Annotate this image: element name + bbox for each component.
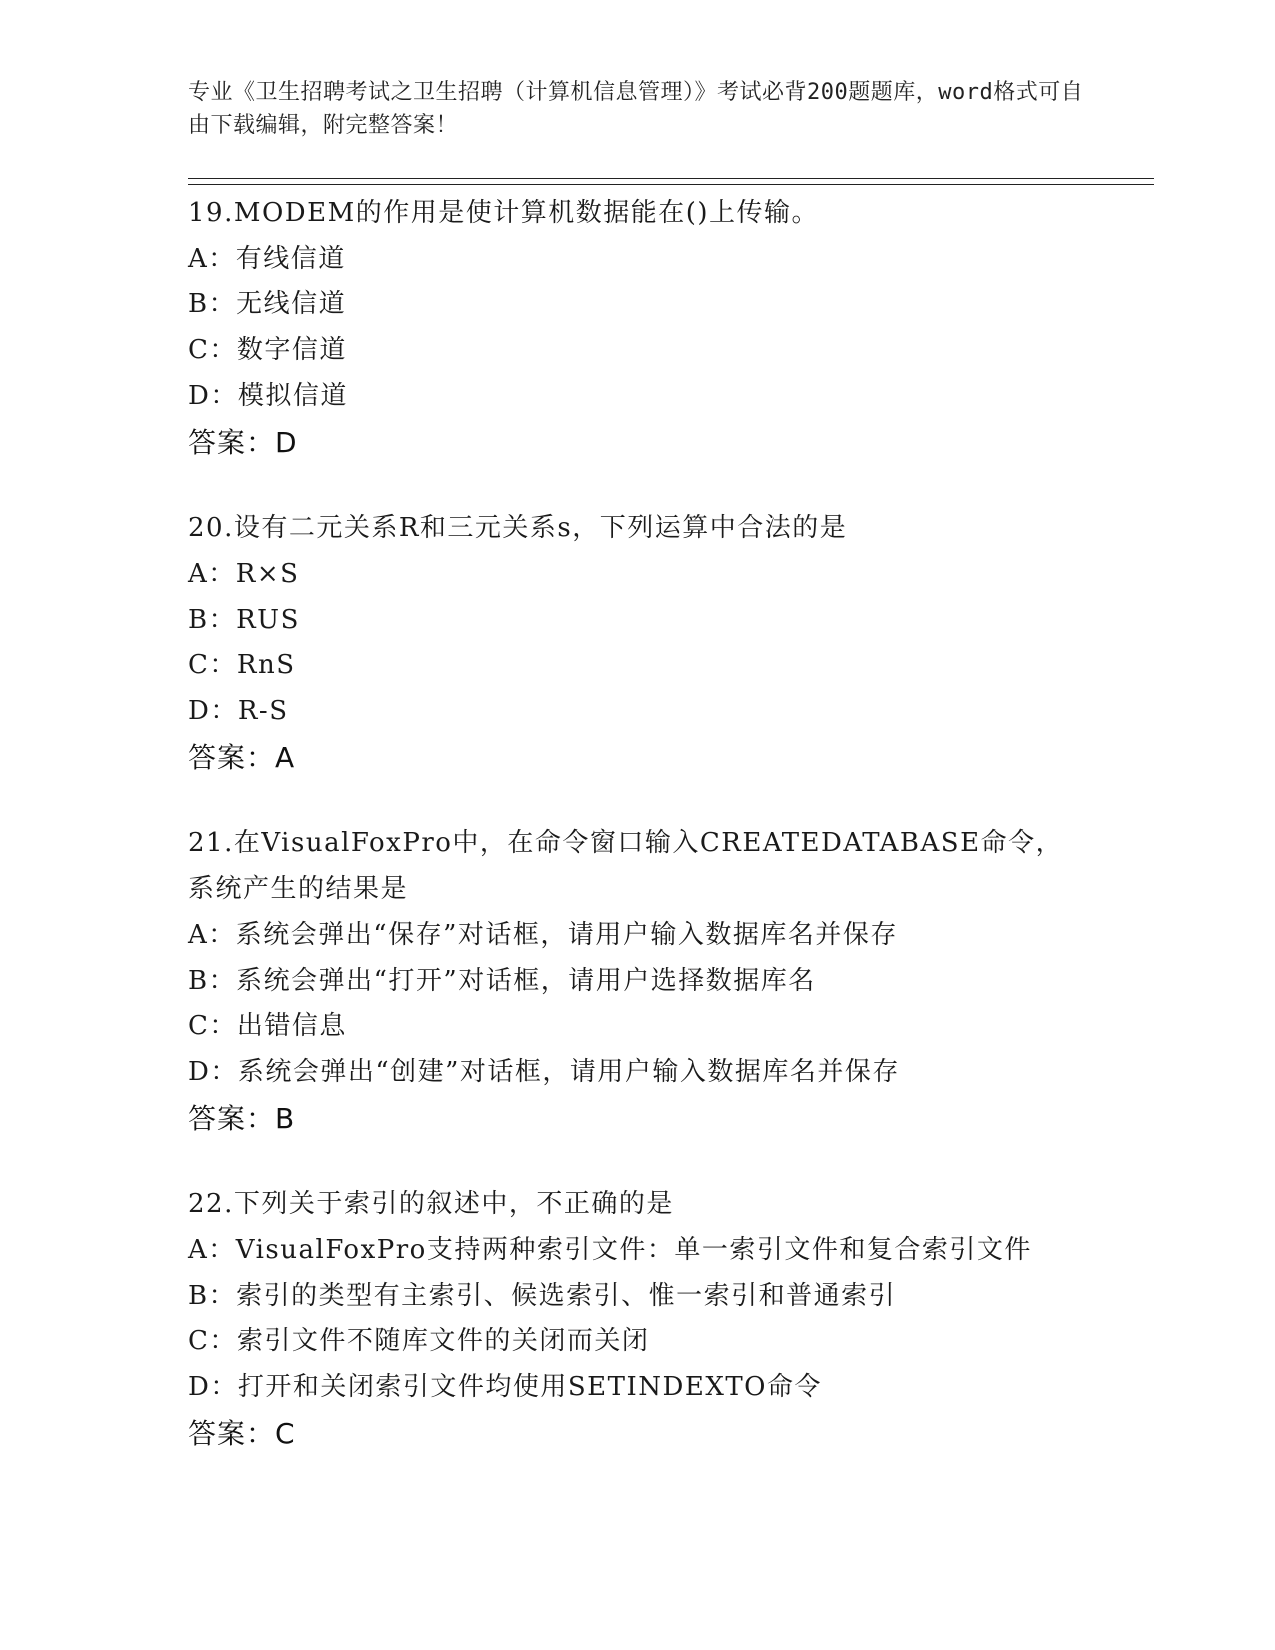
option-a: A：有线信道	[188, 243, 346, 274]
question-stem: 20.设有二元关系R和三元关系s，下列运算中合法的是	[188, 513, 848, 544]
question-22	[188, 1182, 1148, 1456]
option-a: A：R×S	[188, 558, 300, 589]
option-c: C：出错信息	[188, 1011, 347, 1042]
option-d: D：打开和关闭索引文件均使用SETINDEXTO命令	[188, 1372, 822, 1403]
option-c: C：索引文件不随库文件的关闭而关闭	[188, 1326, 650, 1357]
option-b: B：无线信道	[188, 289, 347, 320]
header-divider-bottom	[188, 184, 1154, 185]
answer: 答案：C	[188, 1416, 296, 1450]
option-c: C：数字信道	[188, 335, 347, 366]
option-c: C：RnS	[188, 650, 296, 681]
option-b: B：RUS	[188, 604, 300, 635]
document-header: 专业《卫生招聘考试之卫生招聘（计算机信息管理）》考试必背200题题库，word格式可自由下载编辑，附完整答案！	[188, 80, 1084, 138]
answer: 答案：A	[188, 740, 296, 774]
question-stem: 22.下列关于索引的叙述中，不正确的是	[188, 1189, 674, 1220]
header-divider-top	[188, 178, 1154, 179]
option-a: A：VisualFoxPro支持两种索引文件：单一索引文件和复合索引文件	[188, 1235, 1032, 1266]
option-b: B：索引的类型有主索引、候选索引、惟一索引和普通索引	[188, 1280, 897, 1311]
option-d: D：模拟信道	[188, 380, 348, 411]
question-19	[188, 191, 1148, 465]
option-d: D：R-S	[188, 696, 289, 727]
option-d: D：系统会弹出“创建”对话框，请用户输入数据库名并保存	[188, 1056, 900, 1087]
question-20	[188, 506, 1148, 780]
question-21	[188, 821, 1148, 1141]
question-stem: 19.MODEM的作用是使计算机数据能在()上传输。	[188, 198, 820, 228]
answer: 答案：B	[188, 1101, 296, 1135]
answer: 答案：D	[188, 425, 298, 459]
option-a: A：系统会弹出“保存”对话框，请用户输入数据库名并保存	[188, 919, 898, 950]
option-b: B：系统会弹出“打开”对话框，请用户选择数据库名	[188, 965, 816, 996]
question-stem: 21.在VisualFoxPro中，在命令窗口输入CREATEDATABASE命令，系统产生的结果是	[188, 828, 1064, 905]
question-list	[188, 191, 1148, 1498]
